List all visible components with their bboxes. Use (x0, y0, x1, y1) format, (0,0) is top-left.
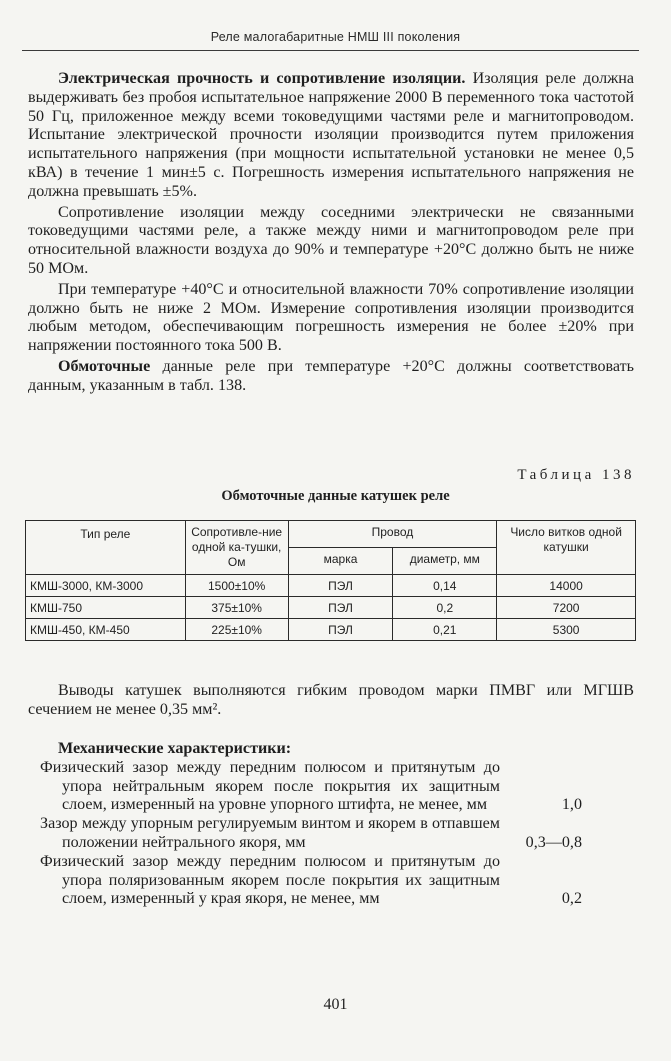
mechanical-item-text: Физический зазор между передним полюсом и притянутым до упора нейтральным якорем после покрытия их защитным слоем, измеренный на уровне упорного штифта, не менее, мм (40, 758, 500, 814)
header-resistance: Сопротивле-ние одной ка-тушки, Ом (185, 521, 288, 575)
cell-relay-type: КМШ-750 (26, 597, 186, 619)
mechanical-characteristics (28, 740, 618, 909)
paragraph-text: данные реле при температуре +20°С должны соответствовать данным, указанным в табл. 138. (28, 357, 634, 394)
outputs-section (28, 682, 634, 720)
paragraph-text: Сопротивление изоляции между соседними электрически не связанными токоведущими частями реле, а также между ними и магнитопроводом реле при относительной влажности воздуха до 90% и температуре +20°С должно быть не ниже 50 МОм. (28, 203, 634, 277)
paragraph-insulation (28, 70, 634, 202)
table-row (26, 619, 636, 641)
paragraph-lead: Обмоточные (58, 357, 151, 375)
mechanical-item-value: 1,0 (561, 796, 582, 814)
cell-wire-brand: ПЭЛ (288, 597, 393, 619)
paragraph-insulation-resistance (28, 204, 634, 279)
cell-turns: 5300 (497, 619, 636, 641)
paragraph-temperature (28, 281, 634, 356)
page-number: 401 (323, 996, 348, 1013)
table-title: Обмоточные данные катушек реле (221, 488, 450, 504)
table-row (26, 597, 636, 619)
cell-turns: 7200 (497, 597, 636, 619)
cell-relay-type: КМШ-450, КМ-450 (26, 619, 186, 641)
cell-wire-diameter: 0,21 (393, 619, 497, 641)
header-wire-brand: марка (288, 548, 393, 575)
table-label: Таблица 138 (517, 467, 635, 483)
mechanical-item-value: 0,3—0,8 (525, 833, 582, 851)
mechanical-item-text: Зазор между упорным регулируемым винтом и якорем в отпавшем положении нейтрального якоря, мм (40, 815, 500, 851)
body-text (28, 70, 634, 396)
header-relay-type: Тип реле (26, 521, 186, 575)
mechanical-item-text: Физический зазор между передним полюсом и притянутым до упора поляризованным якорем после покрытия их защитным слоем, измеренный у края якоря, не менее, мм (40, 852, 500, 908)
running-head: Реле малогабаритные НМШ III поколения (210, 30, 461, 44)
mechanical-item-value: 0,2 (561, 890, 582, 908)
cell-wire-diameter: 0,14 (393, 575, 497, 597)
cell-wire-brand: ПЭЛ (288, 619, 393, 641)
cell-wire-diameter: 0,2 (393, 597, 497, 619)
cell-relay-type: КМШ-3000, КМ-3000 (26, 575, 186, 597)
cell-resistance: 225±10% (185, 619, 288, 641)
mechanical-title: Механические характеристики: (58, 740, 292, 757)
cell-turns: 14000 (497, 575, 636, 597)
cell-resistance: 375±10% (185, 597, 288, 619)
header-turns: Число витков одной катушки (497, 521, 636, 575)
paragraph-lead: Электрическая прочность и сопротивление изоляции. (58, 70, 466, 87)
cell-resistance: 1500±10% (185, 575, 288, 597)
table-row (26, 575, 636, 597)
mechanical-item (28, 759, 618, 815)
paragraph-coil-outputs: Выводы катушек выполняются гибким проводом марки ПМВГ или МГШВ сечением не менее 0,35 мм². (28, 682, 634, 718)
coil-data-table (25, 520, 636, 641)
header-wire: Провод (288, 521, 497, 548)
mechanical-item (28, 853, 618, 909)
header-rule (22, 50, 639, 51)
mechanical-item (28, 815, 618, 853)
paragraph-winding (28, 358, 634, 396)
cell-wire-brand: ПЭЛ (288, 575, 393, 597)
paragraph-text: Изоляция реле должна выдерживать без пробоя испытательное напряжение 2000 В переменного тока частотой 50 Гц, приложенное между всеми токоведущими частями реле и магнитопроводом. Испытание электрической прочности изоляции производится путем приложения испытательного напряжения (при мощности испытательной установки не менее 0,5 кВА) в течение 1 мин±5 с. Погрешность измерения испытательного напряжения не должна превышать ±5%. (28, 70, 634, 200)
header-wire-diameter: диаметр, мм (393, 548, 497, 575)
paragraph-text: При температуре +40°С и относительной влажности 70% сопротивление изоляции должно быть не ниже 2 МОм. Измерение сопротивления изоляции производится любым методом, обеспечивающим погрешность измерения не более ±20% при напряжении постоянного тока 500 В. (28, 280, 634, 355)
